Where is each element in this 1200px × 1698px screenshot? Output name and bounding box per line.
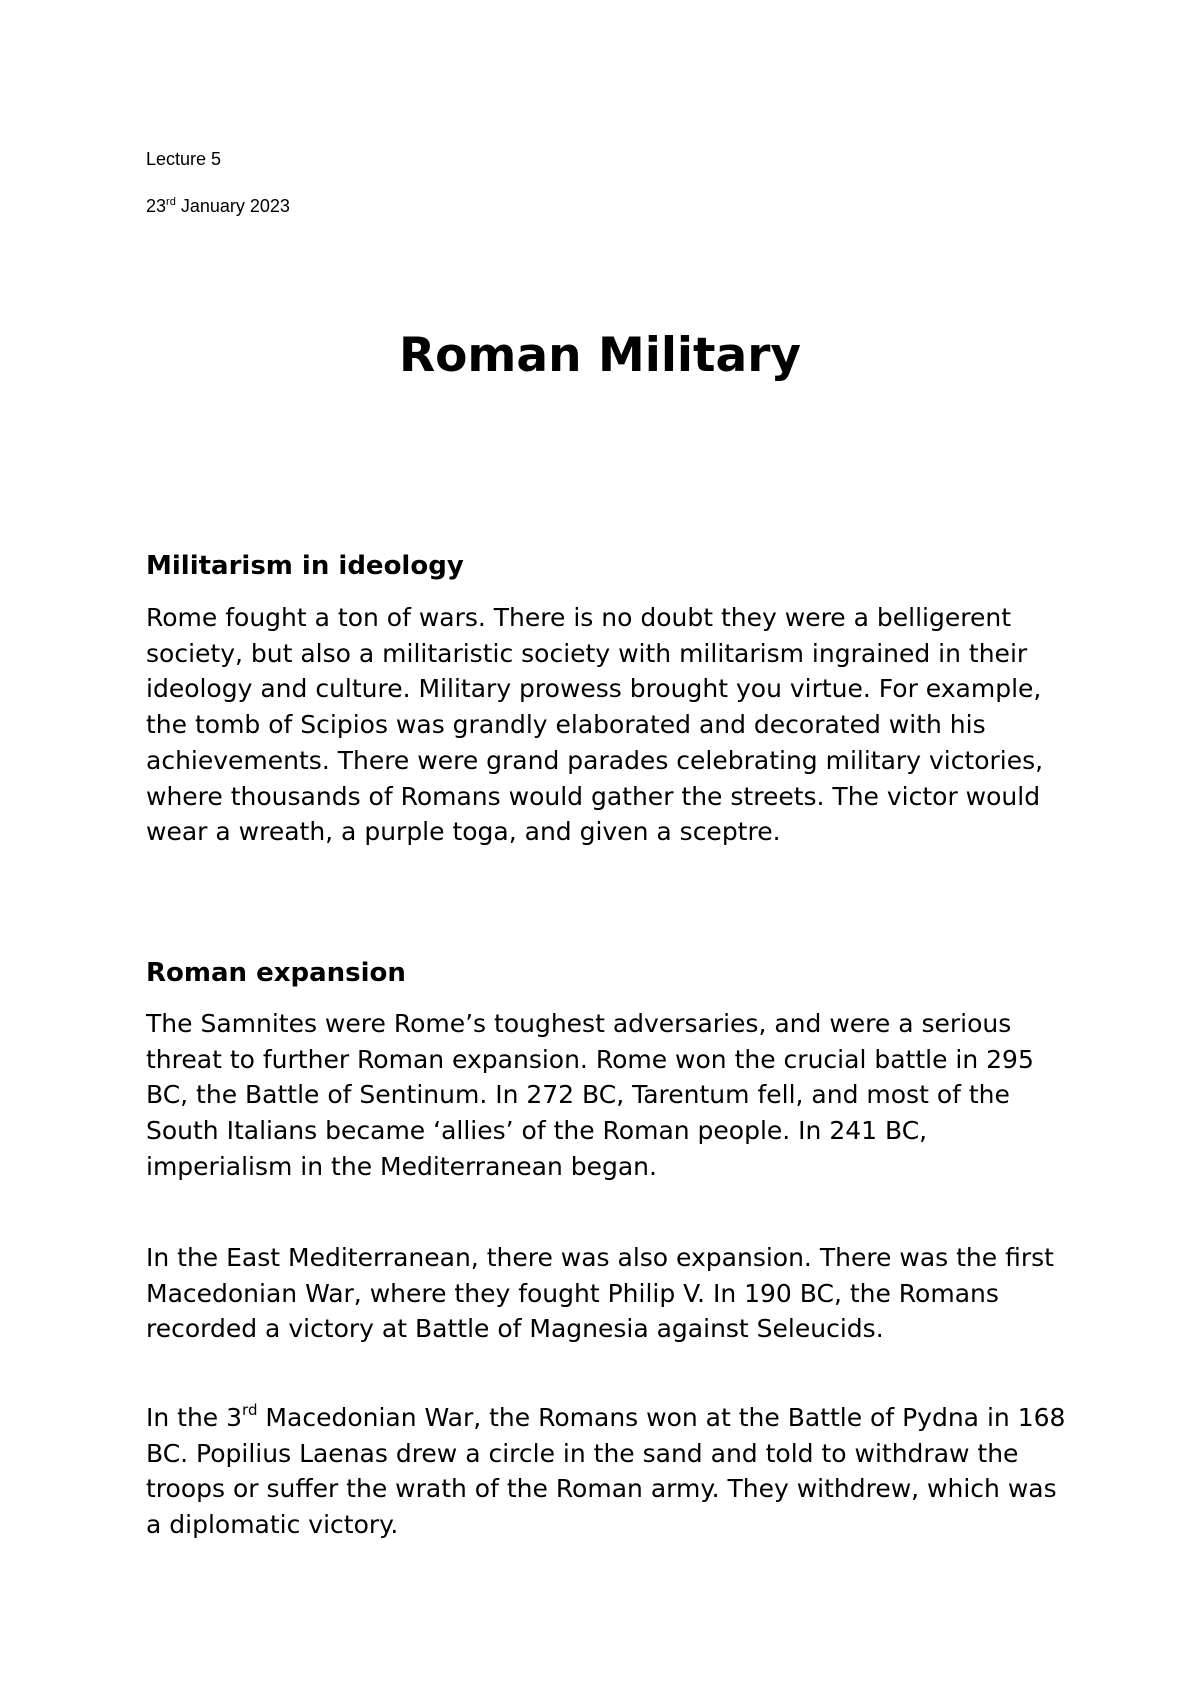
page-title: Roman Military	[398, 328, 802, 383]
date-rest: January 2023	[175, 196, 290, 216]
date-day: 23	[146, 196, 167, 216]
section-heading-expansion: Roman expansion	[146, 958, 406, 988]
paragraph-rest: Macedonian War, the Romans won at the Battle of Pydna in 168 BC. Popilius Laenas drew a circle in the sand and told to withdraw the troops or suffer the wrath of the Roman army. They withdrew, which was a diplomatic victory.	[146, 1403, 1066, 1540]
section-heading-militarism: Militarism in ideology	[146, 551, 464, 581]
paragraph-east-mediterranean: In the East Mediterranean, there was also expansion. There was the first Macedonian War, where they fought Philip V. In 190 BC, the Romans recorded a victory at Battle of Magnesia against Seleucids.	[146, 1243, 1054, 1344]
paragraph-third-macedonian-war	[146, 1400, 1076, 1543]
paragraph-samnites: The Samnites were Rome’s toughest adversaries, and were a serious threat to further Roman expansion. Rome won the crucial battle in 295 BC, the Battle of Sentinum. In 272 BC, Tarentum fell, and most of the South Italians became ‘allies’ of the Roman people. In 241 BC, imperialism in the Mediterranean began.	[146, 1009, 1034, 1181]
lecture-date	[146, 195, 290, 217]
date-suffix: rd	[166, 196, 176, 208]
lecture-number: Lecture 5	[146, 149, 222, 169]
paragraph-militarism: Rome fought a ton of wars. There is no doubt they were a belligerent society, but also a militaristic society with militarism ingrained in their ideology and culture. Military prowess brought you virtue. For example, the tomb of Scipios was grandly elaborated and decorated with his achievements. There were grand parades celebrating military victories, where thousands of Romans would gather the streets. The victor would wear a wreath, a purple toga, and given a sceptre.	[146, 603, 1044, 847]
ordinal-suffix: rd	[242, 1401, 258, 1419]
paragraph-prefix: In the 3	[146, 1403, 243, 1432]
